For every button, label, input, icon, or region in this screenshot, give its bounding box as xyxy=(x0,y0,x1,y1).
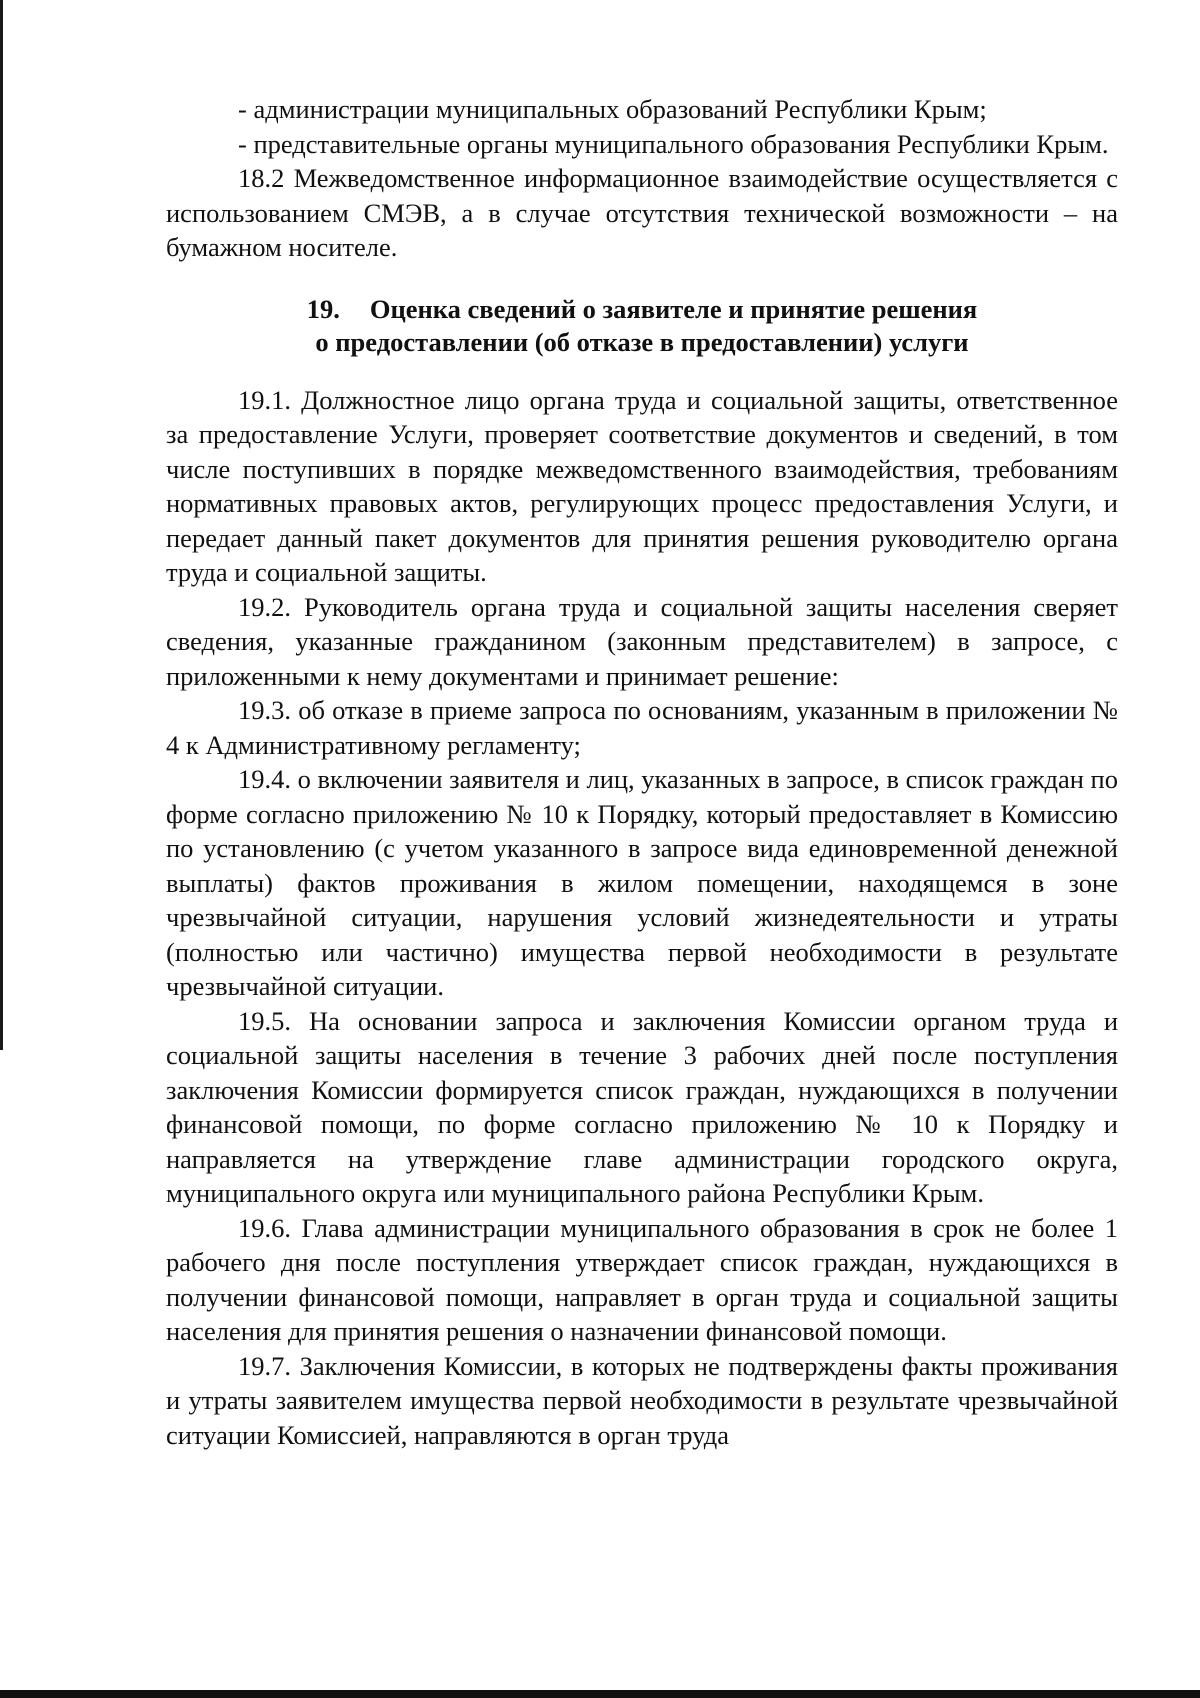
paragraph-18-2: 18.2 Межведомственное информационное взаимодействие осуществляется с использованием СМЭВ, а в случае отсутствия технической возможности – на бумажном носителе. xyxy=(166,163,1118,262)
paragraph-19-7: 19.7. Заключения Комиссии, в которых не подтверждены факты проживания и утраты заявителем имущества первой необходимости в результате чрезвычайной ситуации Комиссией, направляются в орган труда xyxy=(166,1350,1118,1450)
section-heading xyxy=(166,293,1118,359)
paragraph-19-2: 19.2. Руководитель органа труда и социальной защиты населения сверяет сведения, указанные гражданином (законным представителем) в запросе, с приложенными к нему документами и принимает решение: xyxy=(166,591,1118,691)
intro-item-1: - администрации муниципальных образований Республики Крым; xyxy=(238,94,987,124)
paragraph-19-3: 19.3. об отказе в приеме запроса по основаниям, указанным в приложении № 4 к Административному регламенту; xyxy=(166,695,1118,760)
paragraph-19-5: 19.5. На основании запроса и заключения Комиссии органом труда и социальной защиты населения в течение 3 рабочих дней после поступления заключения Комиссии формируется список граждан, нуждающихся в получении финансовой помощи, по форме согласно приложению № 10 к Порядку и направляется на утверждение главе администрации городского округа, муниципального округа или муниципального района Республики Крым. xyxy=(166,1005,1118,1208)
paragraph-19-4: 19.4. о включении заявителя и лиц, указанных в запросе, в список граждан по форме согласно приложению № 10 к Порядку, который предоставляет в Комиссию по установлению (с учетом указанного в запросе вида единовременной денежной выплаты) фактов проживания в жилом помещении, находящемся в зоне чрезвычайной ситуации, нарушения условий жизнедеятельности и утраты (полностью или частично) имущества первой необходимости в результате чрезвычайной ситуации. xyxy=(166,764,1118,1001)
section-number: 19. xyxy=(306,293,340,324)
paragraph-19-1: 19.1. Должностное лицо органа труда и социальной защиты, ответственное за предоставление Услуги, проверяет соответствие документов и сведений, в том числе поступивших в порядке межведомственного взаимодействия, требованиям нормативных правовых актов, регулирующих процесс предоставления Услуги, и передает данный пакет документов для принятия решения руководителю органа труда и социальной защиты. xyxy=(166,384,1118,587)
section-heading-line-1 xyxy=(166,293,1118,326)
section-title-line-1: Оценка сведений о заявителе и принятие решения xyxy=(369,293,978,324)
intro-item-2: - представительные органы муниципального образования Республики Крым. xyxy=(238,128,1109,159)
document-body xyxy=(166,92,1118,1452)
section-title-line-2: о предоставлении (об отказе в предоставлении) услуги xyxy=(315,326,969,357)
scan-left-edge xyxy=(0,0,3,1050)
paragraph-19-6: 19.6. Глава администрации муниципального образования в срок не более 1 рабочего дня после поступления утверждает список граждан, нуждающихся в получении финансовой помощи, направляет в орган труда и социальной защиты населения для принятия решения о назначении финансовой помощи. xyxy=(166,1212,1118,1346)
scan-bottom-edge xyxy=(0,1690,1200,1698)
